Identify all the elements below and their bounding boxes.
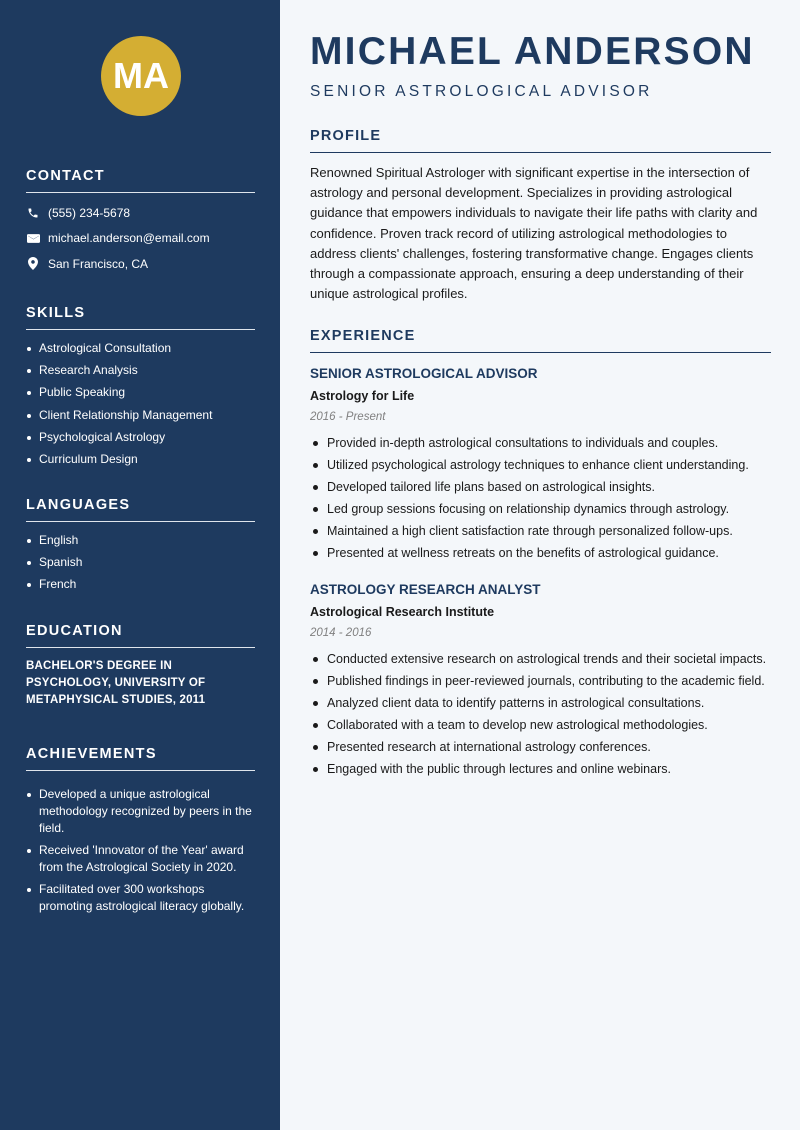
achievements-heading: ACHIEVEMENTS — [26, 746, 255, 771]
list-item: Collaborated with a team to develop new astrological methodologies. — [310, 716, 771, 734]
languages-section — [26, 497, 255, 599]
list-item: Developed tailored life plans based on astrological insights. — [310, 478, 771, 496]
education-entry: BACHELOR'S DEGREE IN PSYCHOLOGY, UNIVERSITY OF METAPHYSICAL STUDIES, 2011 — [26, 660, 206, 706]
list-item: Developed a unique astrological methodology recognized by peers in the field. — [26, 786, 255, 837]
skills-list — [26, 340, 255, 468]
job-company: Astrology for Life — [310, 388, 415, 403]
job-dates: 2014 - 2016 — [310, 626, 372, 639]
achievements-section — [26, 746, 255, 921]
list-item: Analyzed client data to identify patterns in astrological consultations. — [310, 694, 771, 712]
profile-heading: PROFILE — [310, 128, 771, 153]
education-section — [26, 623, 255, 709]
contact-heading: CONTACT — [26, 168, 255, 193]
list-item: Engaged with the public through lectures and online webinars. — [310, 760, 771, 778]
avatar: MA — [101, 36, 181, 116]
job-role: SENIOR ASTROLOGICAL ADVISOR — [310, 366, 538, 381]
list-item: Psychological Astrology — [26, 429, 255, 446]
job-entry — [310, 581, 771, 782]
profile-section — [310, 128, 771, 304]
list-item: Research Analysis — [26, 362, 255, 379]
job-bullets — [310, 650, 771, 778]
job-company: Astrological Research Institute — [310, 604, 495, 619]
list-item: Curriculum Design — [26, 451, 255, 468]
email-icon — [26, 231, 40, 245]
contact-email-value: michael.anderson@email.com — [48, 231, 210, 245]
job-dates: 2016 - Present — [310, 410, 386, 423]
list-item: Facilitated over 300 workshops promoting astrological literacy globally. — [26, 881, 255, 915]
job-entry — [310, 365, 771, 566]
list-item: Public Speaking — [26, 384, 255, 401]
contact-section — [26, 168, 255, 272]
list-item: Spanish — [26, 554, 255, 571]
list-item: French — [26, 576, 255, 593]
phone-icon — [26, 206, 40, 220]
skills-section — [26, 305, 255, 473]
list-item: Conducted extensive research on astrological trends and their societal impacts. — [310, 650, 771, 668]
list-item: Received 'Innovator of the Year' award from the Astrological Society in 2020. — [26, 842, 255, 876]
list-item: Provided in-depth astrological consultations to individuals and couples. — [310, 434, 771, 452]
job-bullets — [310, 434, 771, 562]
list-item: Led group sessions focusing on relationship dynamics through astrology. — [310, 500, 771, 518]
list-item: Published findings in peer-reviewed journals, contributing to the academic field. — [310, 672, 771, 690]
contact-phone-value: (555) 234-5678 — [48, 205, 131, 220]
experience-section — [310, 328, 771, 353]
languages-list — [26, 532, 255, 593]
experience-heading: EXPERIENCE — [310, 328, 771, 353]
contact-phone — [26, 204, 255, 221]
list-item: Utilized psychological astrology techniques to enhance client understanding. — [310, 456, 771, 474]
job-role: ASTROLOGY RESEARCH ANALYST — [310, 582, 541, 597]
candidate-name: MICHAEL ANDERSON — [310, 30, 755, 73]
location-pin-icon — [26, 257, 40, 271]
list-item: English — [26, 532, 255, 549]
list-item: Astrological Consultation — [26, 340, 255, 357]
list-item: Presented at wellness retreats on the benefits of astrological guidance. — [310, 544, 771, 562]
achievements-list — [26, 786, 255, 915]
skills-heading: SKILLS — [26, 305, 255, 330]
education-heading: EDUCATION — [26, 623, 255, 648]
candidate-title: SENIOR ASTROLOGICAL ADVISOR — [310, 83, 653, 100]
list-item: Client Relationship Management — [26, 407, 255, 424]
contact-location-value: San Francisco, CA — [48, 256, 149, 271]
contact-location — [26, 255, 255, 272]
contact-email — [26, 230, 255, 247]
languages-heading: LANGUAGES — [26, 497, 255, 522]
list-item: Presented research at international astrology conferences. — [310, 738, 771, 756]
list-item: Maintained a high client satisfaction rate through personalized follow-ups. — [310, 522, 771, 540]
profile-text: Renowned Spiritual Astrologer with significant expertise in the intersection of astrology and personal development. Specializes in providing astrological guidance that empowers individuals to navigate their life paths with clarity and confidence. Proven track record of utilizing astrological methodologies to address clients' challenges, fostering transformative change. Engages clients through a compassionate approach, ensuring a deep understanding of their unique astrological profiles. — [310, 165, 758, 302]
sidebar — [0, 0, 280, 1130]
